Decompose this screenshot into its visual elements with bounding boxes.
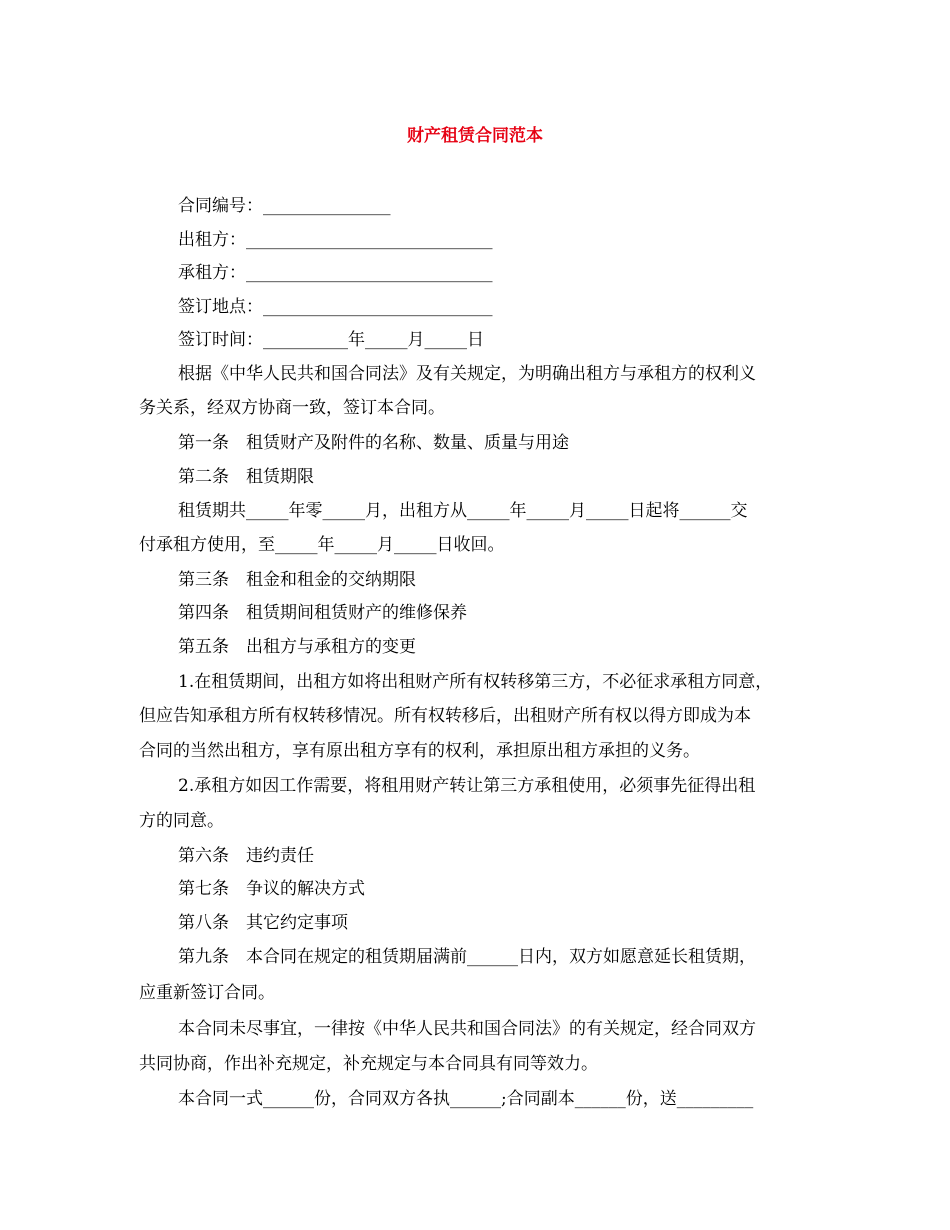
contract-number-line: 合同编号：_______________ [178, 196, 391, 216]
signing-place-line: 签订地点：___________________________ [178, 297, 493, 317]
copies-line: 本合同一式______份，合同双方各执______;合同副本______份，送_________ [178, 1089, 754, 1109]
article-5-heading: 第五条 出租方与承租方的变更 [178, 637, 416, 657]
article-9-line-2: 应重新签订合同。 [139, 983, 275, 1003]
article-6-heading: 第六条 违约责任 [178, 846, 314, 866]
article-2-heading: 第二条 租赁期限 [178, 467, 314, 487]
lease-term-line-2: 付承租方使用，至_____年_____月_____日收回。 [139, 535, 505, 555]
article-8-heading: 第八条 其它约定事项 [178, 913, 348, 933]
clause-5-1-line-2: 但应告知承租方所有权转移情况。所有权转移后，出租财产所有权以得方即成为本 [139, 706, 751, 726]
clause-5-2-line-1: 2.承租方如因工作需要，将租用财产转让第三方承租使用，必须事先征得出租 [178, 776, 756, 796]
page-title: 财产租赁合同范本 [407, 126, 543, 146]
lessor-line: 出租方：_____________________________ [178, 230, 493, 250]
clause-5-1-line-3: 合同的当然出租方，享有原出租方享有的权利，承担原出租方承担的义务。 [139, 741, 700, 761]
article-1-heading: 第一条 租赁财产及附件的名称、数量、质量与用途 [178, 433, 569, 453]
lease-term-line-1: 租赁期共_____年零_____月，出租方从_____年_____月_____日起将______交 [178, 501, 748, 521]
preamble-line-1: 根据《中华人民共和国合同法》及有关规定，为明确出租方与承租方的权利义 [178, 364, 756, 384]
article-7-heading: 第七条 争议的解决方式 [178, 879, 365, 899]
article-4-heading: 第四条 租赁期间租赁财产的维修保养 [178, 603, 467, 623]
clause-5-1-line-1: 1.在租赁期间，出租方如将出租财产所有权转移第三方，不必征求承租方同意， [178, 672, 773, 692]
article-9-line-1: 第九条 本合同在规定的租赁期届满前______日内，双方如愿意延长租赁期， [178, 947, 756, 967]
signing-date-line: 签订时间：__________年_____月_____日 [178, 330, 484, 350]
lessee-line: 承租方：_____________________________ [178, 263, 493, 283]
preamble-line-2: 务关系，经双方协商一致，签订本合同。 [139, 398, 445, 418]
supplement-line-1: 本合同未尽事宜，一律按《中华人民共和国合同法》的有关规定，经合同双方 [178, 1019, 756, 1039]
supplement-line-2: 共同协商，作出补充规定，补充规定与本合同具有同等效力。 [139, 1054, 598, 1074]
clause-5-2-line-2: 方的同意。 [139, 811, 224, 831]
article-3-heading: 第三条 租金和租金的交纳期限 [178, 570, 416, 590]
